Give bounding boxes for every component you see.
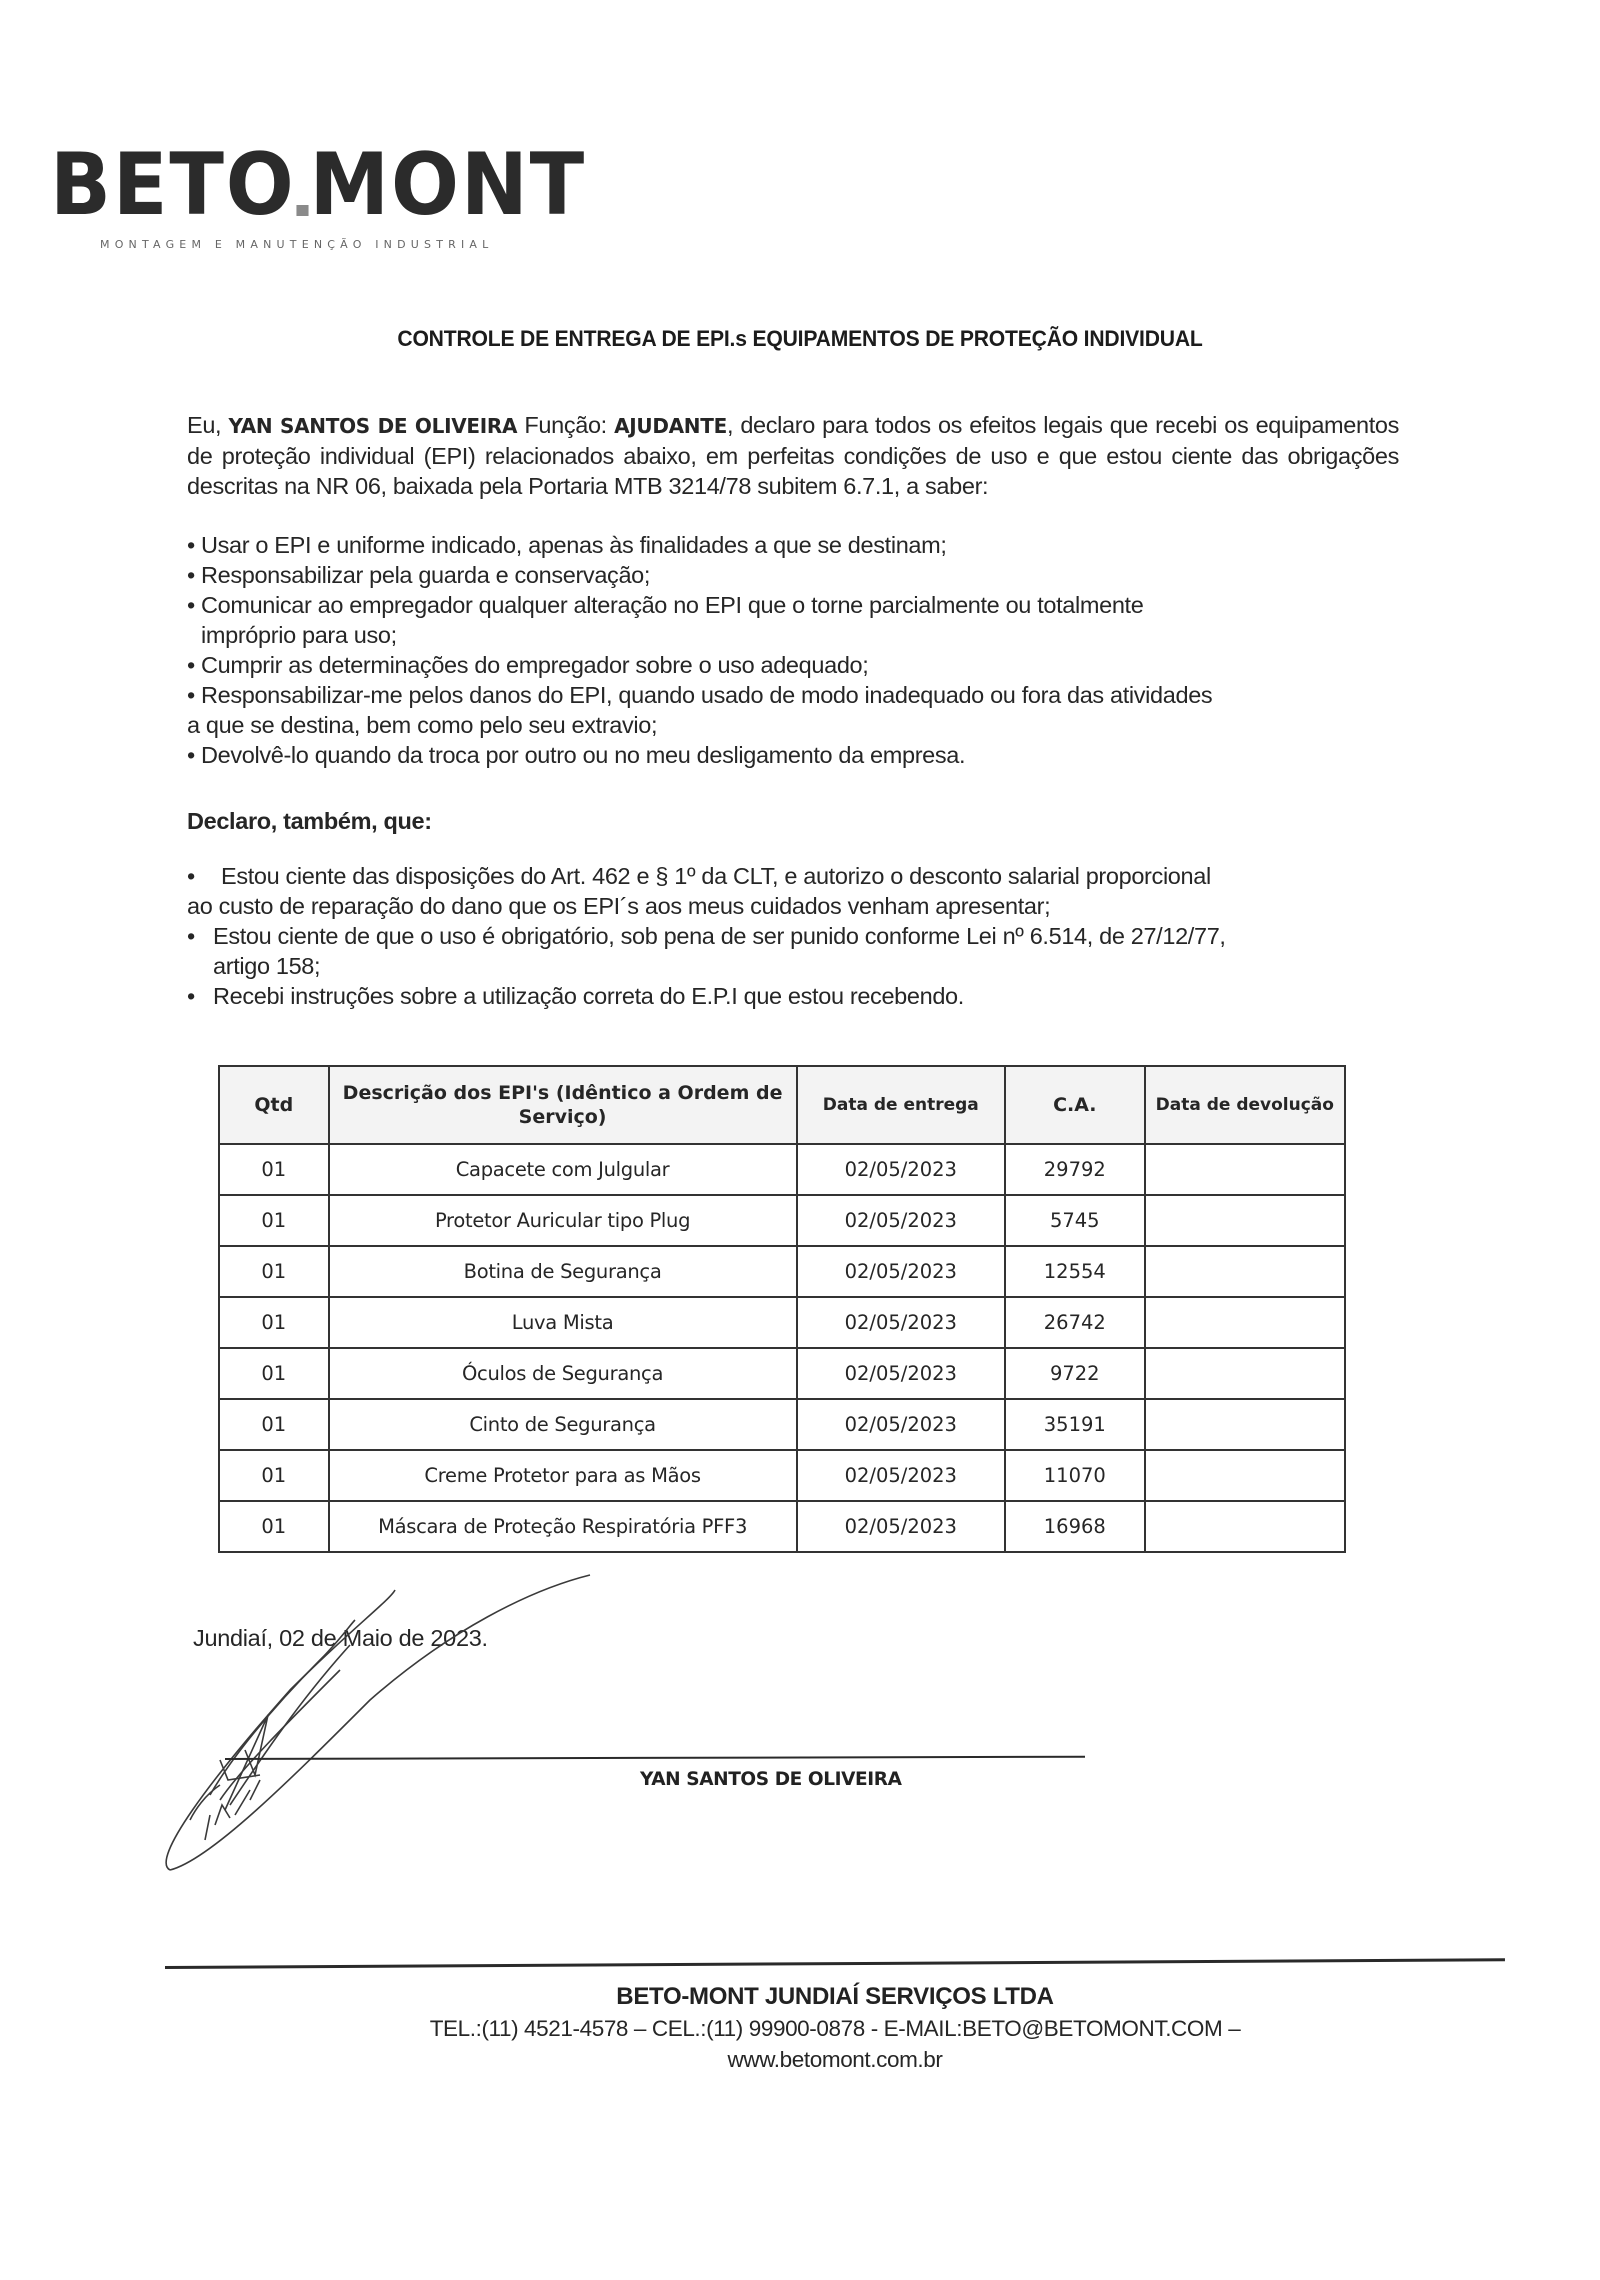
cell-ca: 29792	[1005, 1144, 1145, 1195]
list-item	[187, 981, 1399, 1011]
cell-ca: 12554	[1005, 1246, 1145, 1297]
list-item-text: Usar o EPI e uniforme indicado, apenas às finalidades a que se destinam;	[201, 532, 947, 558]
obligations-list	[187, 530, 1399, 770]
cell-description: Capacete com Julgular	[329, 1144, 797, 1195]
declaration-text: , declaro para todos os efeitos legais que recebi os equipamentos de proteção individual (EPI) relacionados abaixo, em perfeitas condições de uso e que estou ciente das obrigações descritas na NR 06, baixada pela Portaria MTB 3214/78 subitem 6.7.1, a saber:	[187, 412, 1400, 499]
cell-description: Botina de Segurança	[329, 1246, 797, 1297]
table-row	[219, 1144, 1345, 1195]
cell-ca: 26742	[1005, 1297, 1145, 1348]
table-row	[219, 1450, 1345, 1501]
cell-qtd: 01	[219, 1297, 329, 1348]
list-item-text: Recebi instruções sobre a utilização correta do E.P.I que estou recebendo.	[213, 983, 964, 1009]
cell-delivery-date: 02/05/2023	[797, 1246, 1005, 1297]
table-header-row	[219, 1066, 1345, 1144]
company-logo	[50, 135, 587, 235]
logo-text-left: BETO	[50, 135, 296, 235]
cell-ca: 11070	[1005, 1450, 1145, 1501]
list-item	[187, 680, 1399, 740]
cell-return-date[interactable]	[1145, 1144, 1345, 1195]
footer-company-name: BETO-MONT JUNDIAÍ SERVIÇOS LTDA	[616, 1983, 1054, 2010]
employee-name: YAN SANTOS DE OLIVEIRA	[228, 414, 518, 438]
handwritten-signature-icon	[150, 1560, 670, 1890]
place-date: Jundiaí, 02 de Maio de 2023.	[193, 1625, 488, 1651]
document-title: CONTROLE DE ENTREGA DE EPI.s EQUIPAMENTOS DE PROTEÇÃO INDIVIDUAL	[397, 326, 1203, 351]
cell-description: Protetor Auricular tipo Plug	[329, 1195, 797, 1246]
logo-text-right: MONT	[309, 135, 587, 235]
cell-ca: 35191	[1005, 1399, 1145, 1450]
cell-delivery-date: 02/05/2023	[797, 1348, 1005, 1399]
cell-return-date[interactable]	[1145, 1195, 1345, 1246]
list-item	[187, 590, 1399, 650]
list-item-text-continued: ao custo de reparação do dano que os EPI´s aos meus cuidados venham apresentar;	[187, 893, 1051, 919]
header-qtd: Qtd	[219, 1066, 329, 1144]
table-row	[219, 1195, 1345, 1246]
bullet-icon: •	[187, 532, 195, 558]
list-item	[187, 560, 1399, 590]
bullet-icon: •	[187, 562, 195, 588]
logo-square-icon	[297, 205, 309, 216]
cell-description: Luva Mista	[329, 1297, 797, 1348]
cell-return-date[interactable]	[1145, 1450, 1345, 1501]
cell-delivery-date: 02/05/2023	[797, 1501, 1005, 1552]
header-return-date: Data de devolução	[1145, 1066, 1345, 1144]
declaration-prefix: Eu,	[187, 412, 229, 438]
cell-delivery-date: 02/05/2023	[797, 1144, 1005, 1195]
logo-tagline: MONTAGEM E MANUTENÇÃO INDUSTRIAL	[100, 238, 494, 251]
bullet-icon: •	[187, 682, 195, 708]
declaro-heading: Declaro, também, que:	[187, 808, 432, 834]
cell-qtd: 01	[219, 1246, 329, 1297]
function-value: AJUDANTE	[614, 414, 727, 438]
cell-qtd: 01	[219, 1195, 329, 1246]
cell-description: Cinto de Segurança	[329, 1399, 797, 1450]
header-delivery-date: Data de entrega	[797, 1066, 1005, 1144]
table-row	[219, 1501, 1345, 1552]
cell-qtd: 01	[219, 1144, 329, 1195]
bullet-icon: •	[187, 742, 195, 768]
list-item	[187, 740, 1399, 770]
bullet-icon: •	[187, 863, 195, 889]
function-label: Função:	[517, 412, 615, 438]
list-item-text-continued: impróprio para uso;	[201, 622, 397, 648]
bullet-icon: •	[187, 652, 195, 678]
cell-qtd: 01	[219, 1501, 329, 1552]
list-item	[187, 650, 1399, 680]
list-item-text: Cumprir as determinações do empregador sobre o uso adequado;	[201, 652, 869, 678]
cell-description: Óculos de Segurança	[329, 1348, 797, 1399]
header-description: Descrição dos EPI's (Idêntico a Ordem de Serviço)	[329, 1066, 797, 1144]
list-item	[187, 921, 1399, 981]
list-item-text: Responsabilizar-me pelos danos do EPI, quando usado de modo inadequado ou fora das atividades	[201, 682, 1213, 708]
bullet-icon: •	[187, 983, 195, 1009]
table-row	[219, 1348, 1345, 1399]
list-item-text: Devolvê-lo quando da troca por outro ou no meu desligamento da empresa.	[201, 742, 966, 768]
cell-delivery-date: 02/05/2023	[797, 1195, 1005, 1246]
cell-delivery-date: 02/05/2023	[797, 1450, 1005, 1501]
table-row	[219, 1246, 1345, 1297]
cell-ca: 9722	[1005, 1348, 1145, 1399]
list-item-text-continued: a que se destina, bem como pelo seu extravio;	[187, 712, 658, 738]
cell-return-date[interactable]	[1145, 1297, 1345, 1348]
list-item-text: Comunicar ao empregador qualquer alteração no EPI que o torne parcialmente ou totalmente	[201, 592, 1144, 618]
footer-website-link[interactable]: www.betomont.com.br	[727, 2047, 943, 2072]
declaration-paragraph	[187, 410, 1399, 501]
bullet-icon: •	[187, 923, 195, 949]
epi-table	[218, 1065, 1346, 1553]
table-row	[219, 1399, 1345, 1450]
cell-delivery-date: 02/05/2023	[797, 1399, 1005, 1450]
cell-return-date[interactable]	[1145, 1246, 1345, 1297]
cell-description: Creme Protetor para as Mãos	[329, 1450, 797, 1501]
cell-return-date[interactable]	[1145, 1348, 1345, 1399]
list-item-text-continued: artigo 158;	[213, 953, 321, 979]
cell-return-date[interactable]	[1145, 1399, 1345, 1450]
cell-description: Máscara de Proteção Respiratória PFF3	[329, 1501, 797, 1552]
list-item-text: Estou ciente das disposições do Art. 462 e § 1º da CLT, e autorizo o desconto salarial proporcional	[221, 863, 1211, 889]
list-item	[187, 530, 1399, 560]
footer-divider	[165, 1958, 1505, 1969]
cell-delivery-date: 02/05/2023	[797, 1297, 1005, 1348]
footer-contact-info: TEL.:(11) 4521-4578 – CEL.:(11) 99900-0878 - E-MAIL:BETO@BETOMONT.COM –	[429, 2016, 1241, 2041]
cell-qtd: 01	[219, 1348, 329, 1399]
cell-qtd: 01	[219, 1450, 329, 1501]
bullet-icon: •	[187, 592, 195, 618]
list-item-text: Responsabilizar pela guarda e conservação;	[201, 562, 651, 588]
statements-list	[187, 861, 1399, 1011]
cell-ca: 5745	[1005, 1195, 1145, 1246]
cell-return-date[interactable]	[1145, 1501, 1345, 1552]
table-row	[219, 1297, 1345, 1348]
signer-name: YAN SANTOS DE OLIVEIRA	[640, 1769, 902, 1790]
list-item	[187, 861, 1399, 921]
cell-qtd: 01	[219, 1399, 329, 1450]
cell-ca: 16968	[1005, 1501, 1145, 1552]
header-ca: C.A.	[1005, 1066, 1145, 1144]
list-item-text: Estou ciente de que o uso é obrigatório, sob pena de ser punido conforme Lei nº 6.514, de 27/12/77,	[213, 923, 1226, 949]
